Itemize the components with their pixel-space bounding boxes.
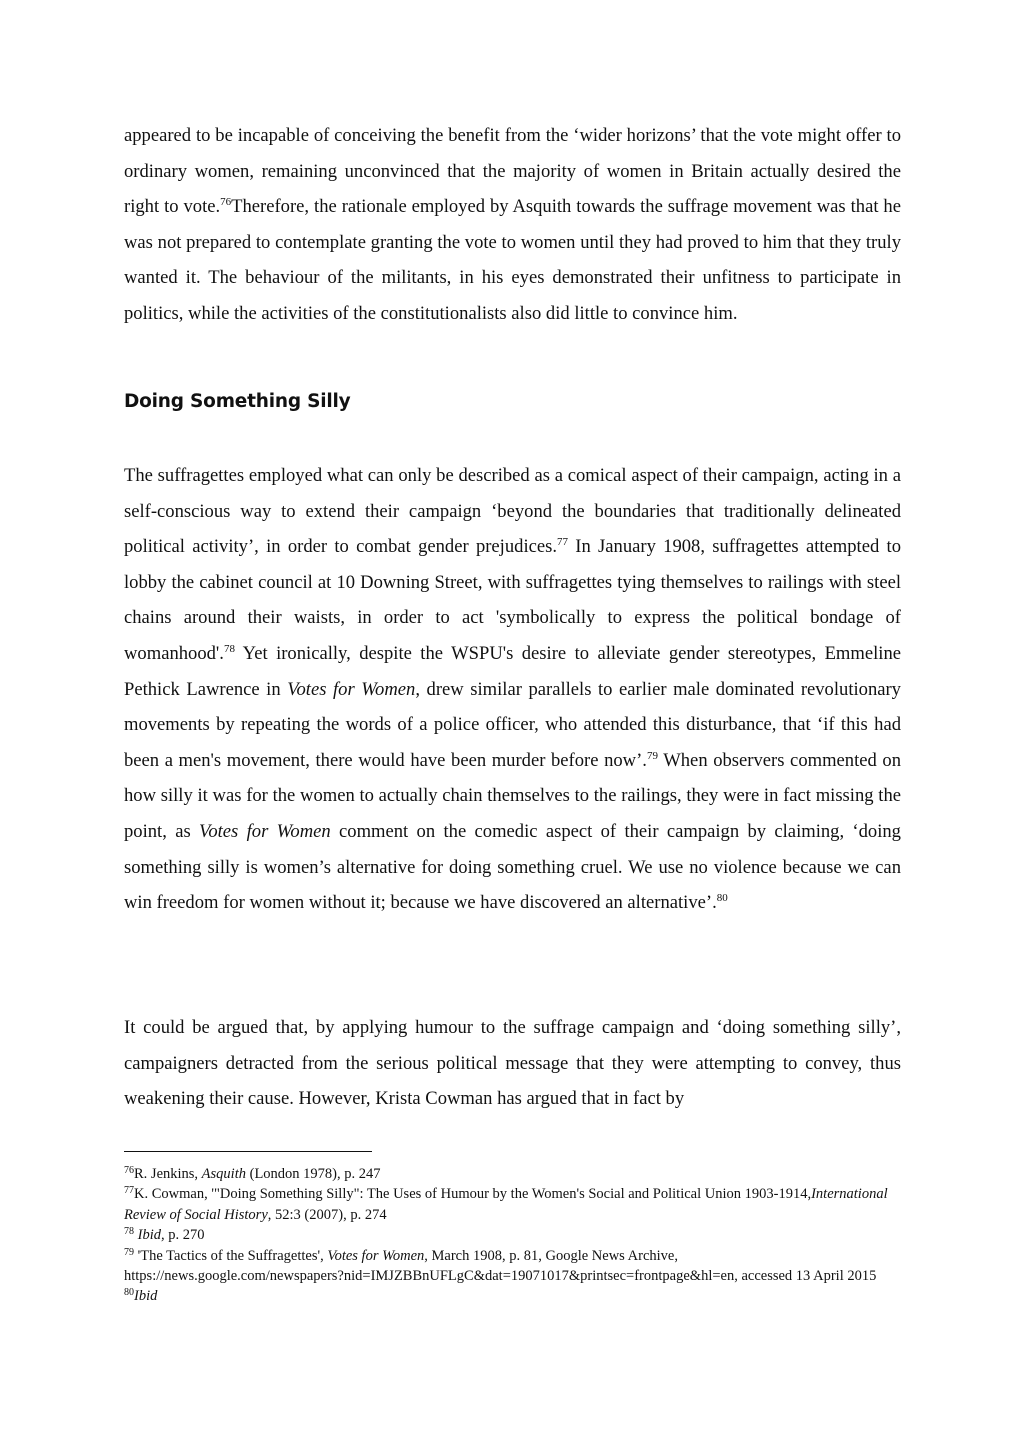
paragraph-text: When observers commented on how silly it was for the women to actually chain themselves to the railings, they were in fact missing the point, as [124, 749, 901, 842]
footnote-79: $^{79}$ 'The Tactics of the Suffragettes', Votes for Women, March 1908, p. 81, Google News Archive, https://news.google.com/newspapers?nid=IMJZBBnUFLgC&dat=19071017&printsec=frontpage&hl=en, accessed 13 April 2015 [124, 1246, 877, 1285]
body-paragraph-3 [124, 1010, 901, 1117]
paragraph-text: It could be argued that, by applying humour to the suffrage campaign and ‘doing something silly’, campaigners detracted from the serious political message that they were attempting to convey, thus weakening their cause. However, Krista Cowman has argued that in fact by [124, 1017, 901, 1110]
publication-title: Votes for Women [199, 820, 331, 842]
paragraph-text: Therefore, the rationale employed by Asquith towards the suffrage movement was that he was not prepared to contemplate granting the vote to women until they had proved to him that they truly wanted it. The behaviour of the militants, in his eyes demonstrated their unfitness to participate in politics, while the activities of the constitutionalists also did little to convince him. [124, 196, 901, 324]
footnote-ref-78[interactable]: 78 [223, 642, 235, 655]
paragraph-text: comment on the comedic aspect of their campaign by claiming, ‘doing something silly is women’s alternative for doing something cruel. We use no violence because we can win freedom for women without it; because we have discovered an alternative’. [124, 820, 901, 914]
paragraph-text: Yet ironically, despite the WSPU's desire to alleviate gender stereotypes, Emmeline Pethick Lawrence in [124, 642, 901, 700]
footnote-ref-80[interactable]: 80 [716, 892, 728, 905]
paragraph-text: , drew similar parallels to earlier male dominated revolutionary movements by repeating the words of a police officer, who attended this disturbance, that ‘if this had been a men's movement, there would have been murder before now’. [124, 678, 901, 771]
footnote-77: $^{77}$K. Cowman, '"Doing Something Silly": The Uses of Humour by the Women's Social and Political Union 1903-1914,International Review of Social History, 52:3 (2007), p. 274 [124, 1185, 888, 1223]
footnotes [124, 1164, 901, 1307]
footnote-ref-77[interactable]: 77 [557, 536, 569, 549]
footnote-80: $^{80}$Ibid [124, 1287, 158, 1305]
paragraph-text: appeared to be incapable of conceiving the benefit from the ‘wider horizons’ that the vote might offer to ordinary women, remaining unconvinced that the majority of women in Britain actually desired the right to vote. [124, 125, 901, 218]
footnote-ref-76[interactable]: 76 [220, 196, 232, 209]
paragraph-text: The suffragettes employed what can only be described as a comical aspect of their campaign, acting in a self-conscious way to extend their campaign ‘beyond the boundaries that traditionally delineated political activity’, in order to combat gender prejudices. [124, 465, 901, 558]
footnote-78: $^{78}$ Ibid, p. 270 [124, 1226, 205, 1244]
body-paragraph-1 [124, 118, 901, 332]
section-heading: Doing Something Silly [124, 391, 351, 412]
paragraph-text: In January 1908, suffragettes attempted to lobby the cabinet council at 10 Downing Street, with suffragettes tying themselves to railings with steel chains around their waists, in order to act 'symbolically to express the political bondage of womanhood'. [124, 536, 901, 664]
footnote-76: $^{76}$R. Jenkins, Asquith (London 1978), p. 247 [124, 1165, 381, 1182]
publication-title: Votes for Women [287, 678, 416, 700]
footnote-divider [124, 1151, 372, 1152]
footnote-ref-79[interactable]: 79 [646, 749, 658, 762]
body-paragraph-2 [124, 458, 901, 921]
